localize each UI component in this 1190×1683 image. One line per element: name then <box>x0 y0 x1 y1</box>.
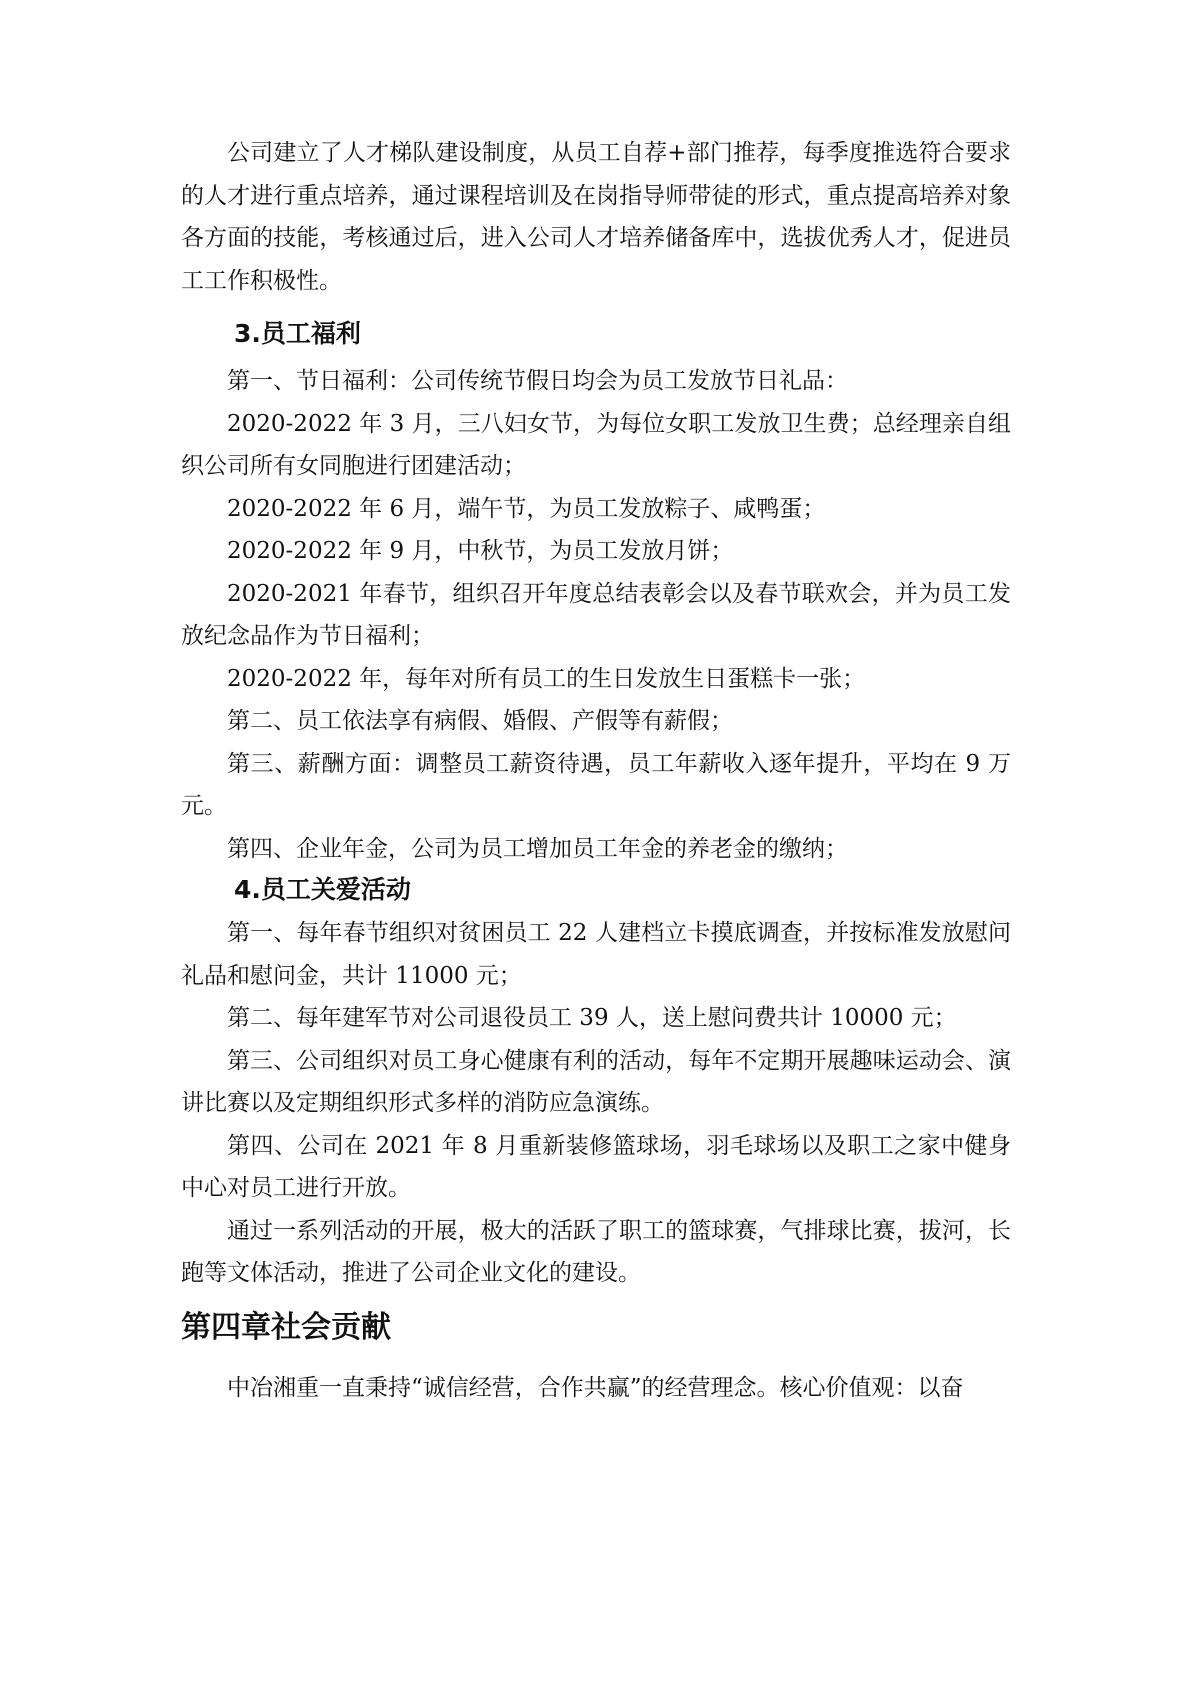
welfare-item: 第三、薪酬方面：调整员工薪资待遇，员工年薪收入逐年提升，平均在 9 万元。 <box>181 750 1011 819</box>
chapter-heading: 第四章社会贡献 <box>181 1309 391 1345</box>
care-heading: 4.员工关爱活动 <box>234 875 411 904</box>
intro-paragraph: 公司建立了人才梯队建设制度，从员工自荐+部门推荐，每季度推选符合要求的人才进行重点培养，通过课程培训及在岗指导师带徒的形式，重点提高培养对象各方面的技能，考核通过后，进入公司人才培养储备库中，选拔优秀人才，促进员工工作积极性。 <box>181 140 1011 294</box>
care-item: 第四、公司在 2021 年 8 月重新装修篮球场，羽毛球场以及职工之家中健身中心对员工进行开放。 <box>181 1132 1011 1201</box>
welfare-item: 第四、企业年金，公司为员工增加员工年金的养老金的缴纳； <box>227 835 848 862</box>
welfare-item: 2020-2022 年，每年对所有员工的生日发放生日蛋糕卡一张； <box>227 665 866 692</box>
chapter-paragraph: 中冶湘重一直秉持“诚信经营，合作共赢”的经营理念。核心价值观：以奋 <box>227 1374 964 1401</box>
document-page <box>181 132 1011 1409</box>
welfare-item: 2020-2022 年 3 月，三八妇女节，为每位女职工发放卫生费；总经理亲自组织公司所有女同胞进行团建活动； <box>181 410 1011 479</box>
welfare-item: 2020-2022 年 9 月，中秋节，为员工发放月饼； <box>227 538 734 564</box>
welfare-item: 2020-2022 年 6 月，端午节，为员工发放粽子、咸鸭蛋； <box>227 495 826 522</box>
care-item: 第二、每年建军节对公司退役员工 39 人，送上慰问费共计 10000 元； <box>227 1005 957 1031</box>
welfare-item: 2020-2021 年春节，组织召开年度总结表彰会以及春节联欢会，并为员工发放纪念品作为节日福利； <box>181 580 1011 649</box>
welfare-item: 第二、员工依法享有病假、婚假、产假等有薪假； <box>227 708 733 734</box>
care-item: 第一、每年春节组织对贫困员工 22 人建档立卡摸底调查，并按标准发放慰问礼品和慰问金，共计 11000 元； <box>181 920 1011 989</box>
welfare-item: 第一、节日福利：公司传统节假日均会为员工发放节日礼品： <box>227 368 848 394</box>
welfare-heading: 3.员工福利 <box>234 319 361 348</box>
care-item: 第三、公司组织对员工身心健康有利的活动，每年不定期开展趣味运动会、演讲比赛以及定期组织形式多样的消防应急演练。 <box>181 1047 1011 1116</box>
care-item: 通过一系列活动的开展，极大的活跃了职工的篮球赛，气排球比赛，拔河，长跑等文体活动，推进了公司企业文化的建设。 <box>181 1217 1011 1286</box>
